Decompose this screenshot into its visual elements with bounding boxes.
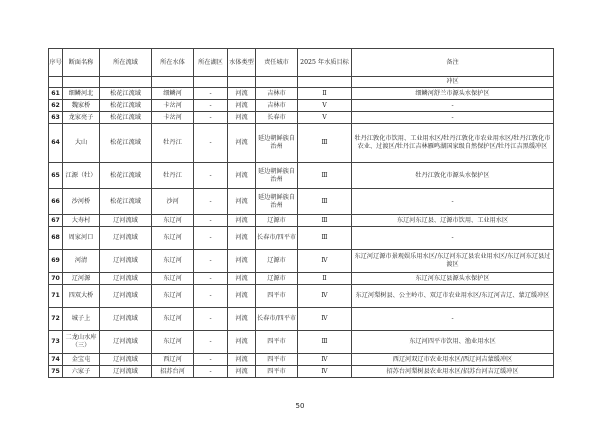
note-cell: 东辽河梨树县、公主岭市、双辽市农业用水区/东辽河吉辽、蒙辽缓冲区 [352,285,554,308]
table-row [49,366,554,378]
lake-area-cell: - [194,112,228,124]
target-cell: Ⅴ [298,112,352,124]
table-row [49,250,554,273]
empty-cell [152,77,194,88]
section-name-cell: 二龙山水库（三） [63,331,100,354]
target-cell: Ⅱ [298,273,352,285]
water-type-cell: 河流 [228,124,256,163]
row-number-cell: 73 [49,331,63,354]
target-cell: Ⅴ [298,100,352,112]
table-row [49,227,554,250]
water-type-cell: 河流 [228,308,256,331]
lake-area-cell: - [194,163,228,189]
water-type-cell: 河流 [228,250,256,273]
water-type-cell: 河流 [228,331,256,354]
section-name-cell: 周家河口 [63,227,100,250]
header-cell: 2025 年水质目标 [298,49,352,77]
water-body-cell: 东辽河 [152,331,194,354]
section-name-cell: 沙河桥 [63,189,100,215]
water-body-cell: 东辽河 [152,227,194,250]
section-name-cell: 龙家亮子 [63,112,100,124]
row-number-cell: 65 [49,163,63,189]
city-cell: 吉林市 [256,88,298,100]
city-cell: 长春市/四平市 [256,308,298,331]
water-body-cell: 东辽河 [152,273,194,285]
header-cell: 断面名称 [63,49,100,77]
city-cell: 四平市 [256,366,298,378]
basin-cell: 辽河流域 [100,227,152,250]
row-number-cell: 67 [49,215,63,227]
water-body-cell: 牡丹江 [152,163,194,189]
page-number: 50 [295,402,305,410]
row-number-cell: 71 [49,285,63,308]
note-cell: 牡丹江敦化市饮用、工业用水区/牡丹江敦化市农业用水区/牡丹江敦化市农业、过渡区/牡丹江吉林雁鸣湖国家级自然保护区/牡丹江吉黑缓冲区 [352,124,554,163]
section-name-cell: 四双大桥 [63,285,100,308]
row-number-cell: 70 [49,273,63,285]
basin-cell: 辽河流域 [100,331,152,354]
water-body-cell: 卡岔河 [152,112,194,124]
section-table [48,48,554,378]
water-type-cell: 河流 [228,189,256,215]
section-name-cell: 江源（牡） [63,163,100,189]
row-number-cell: 62 [49,100,63,112]
section-name-cell: 河清 [63,250,100,273]
note-cell: - [352,227,554,250]
lake-area-cell: - [194,366,228,378]
section-name-cell: 城子上 [63,308,100,331]
city-cell: 延边朝鲜族自治州 [256,163,298,189]
table-row [49,112,554,124]
lake-area-cell: - [194,308,228,331]
city-cell: 四平市 [256,331,298,354]
basin-cell: 松花江流域 [100,88,152,100]
row-number-cell: 75 [49,366,63,378]
table-row [49,354,554,366]
basin-cell: 松花江流域 [100,189,152,215]
note-cell: 东辽河东辽县、辽源市饮用、工业用水区 [352,215,554,227]
city-cell: 辽源市 [256,215,298,227]
basin-cell: 松花江流域 [100,112,152,124]
lake-area-cell: - [194,331,228,354]
note-cell: 东辽河东辽县源头水保护区 [352,273,554,285]
water-body-cell: 招苏台河 [152,366,194,378]
water-body-cell: 沙河 [152,189,194,215]
basin-cell: 辽河流域 [100,285,152,308]
lake-area-cell: - [194,354,228,366]
lake-area-cell: - [194,285,228,308]
table-header-row [49,49,554,77]
water-body-cell: 西辽河 [152,354,194,366]
basin-cell: 辽河流域 [100,273,152,285]
city-cell: 辽源市 [256,250,298,273]
target-cell: Ⅲ [298,227,352,250]
city-cell: 长春市 [256,112,298,124]
table-row [49,100,554,112]
city-cell: 辽源市 [256,273,298,285]
water-type-cell: 河流 [228,227,256,250]
section-name-cell: 魏家桥 [63,100,100,112]
target-cell: Ⅲ [298,215,352,227]
empty-cell [256,77,298,88]
note-cell: - [352,112,554,124]
basin-cell: 辽河流域 [100,308,152,331]
note-cell: 招苏台河梨树县农业用水区/招苏台河吉辽缓冲区 [352,366,554,378]
water-type-cell: 河流 [228,88,256,100]
row-number-cell: 68 [49,227,63,250]
header-cell: 所在流域 [100,49,152,77]
note-cell: - [352,189,554,215]
empty-cell [228,77,256,88]
section-name-cell: 大寿村 [63,215,100,227]
empty-cell [49,77,63,88]
empty-cell [298,77,352,88]
section-name-cell: 金宝屯 [63,354,100,366]
city-cell: 延边朝鲜族自治州 [256,189,298,215]
city-cell: 吉林市 [256,100,298,112]
header-cell: 责任城市 [256,49,298,77]
basin-cell: 辽河流域 [100,250,152,273]
lake-area-cell: - [194,227,228,250]
row-number-cell: 61 [49,88,63,100]
city-cell: 四平市 [256,285,298,308]
section-name-cell: 辽河源 [63,273,100,285]
note-cell: 东辽河四平市饮用、渔业用水区 [352,331,554,354]
row-number-cell: 74 [49,354,63,366]
note-cell: - [352,308,554,331]
section-name-cell: 细鳞河北 [63,88,100,100]
water-type-cell: 河流 [228,112,256,124]
basin-cell: 辽河流域 [100,215,152,227]
water-body-cell: 细鳞河 [152,88,194,100]
table-body [49,77,554,378]
section-name-cell: 大山 [63,124,100,163]
target-cell: Ⅲ [298,189,352,215]
water-type-cell: 河流 [228,215,256,227]
empty-cell [63,77,100,88]
water-type-cell: 河流 [228,366,256,378]
lake-area-cell: - [194,189,228,215]
table-row [49,331,554,354]
section-name-cell: 六家子 [63,366,100,378]
row-number-cell: 69 [49,250,63,273]
table-row [49,215,554,227]
water-type-cell: 河流 [228,273,256,285]
row-number-cell: 63 [49,112,63,124]
lake-area-cell: - [194,100,228,112]
row-number-cell: 64 [49,124,63,163]
basin-cell: 松花江流域 [100,100,152,112]
water-type-cell: 河流 [228,285,256,308]
note-cell: 牡丹江敦化市源头水保护区 [352,163,554,189]
header-cell: 水体类型 [228,49,256,77]
water-type-cell: 河流 [228,100,256,112]
row-number-cell: 66 [49,189,63,215]
table-row [49,88,554,100]
water-type-cell: 河流 [228,354,256,366]
basin-cell: 辽河流域 [100,354,152,366]
basin-cell: 辽河流域 [100,366,152,378]
continuation-row [49,77,554,88]
lake-area-cell: - [194,273,228,285]
water-body-cell: 东辽河 [152,308,194,331]
water-body-cell: 牡丹江 [152,124,194,163]
target-cell: Ⅳ [298,285,352,308]
header-cell: 备注 [352,49,554,77]
target-cell: Ⅳ [298,308,352,331]
table-row [49,308,554,331]
note-cell: 细鳞河舒兰市源头水保护区 [352,88,554,100]
water-type-cell: 河流 [228,163,256,189]
continuation-note: 冲区 [352,77,554,88]
target-cell: Ⅱ [298,88,352,100]
table-row [49,285,554,308]
table-row [49,189,554,215]
water-body-cell: 卡岔河 [152,100,194,112]
water-body-cell: 东辽河 [152,215,194,227]
water-body-cell: 东辽河 [152,285,194,308]
empty-cell [100,77,152,88]
target-cell: Ⅳ [298,250,352,273]
header-cell: 所在湖区 [194,49,228,77]
header-cell: 序号 [49,49,63,77]
table-row [49,273,554,285]
lake-area-cell: - [194,215,228,227]
lake-area-cell: - [194,250,228,273]
note-cell: 西辽河双辽市农业用水区/西辽河吉蒙缓冲区 [352,354,554,366]
target-cell: Ⅳ [298,366,352,378]
basin-cell: 松花江流域 [100,124,152,163]
lake-area-cell: - [194,124,228,163]
note-cell: - [352,100,554,112]
city-cell: 延边朝鲜族自治州 [256,124,298,163]
city-cell: 长春市/四平市 [256,227,298,250]
table-row [49,124,554,163]
header-cell: 所在水体 [152,49,194,77]
lake-area-cell: - [194,88,228,100]
target-cell: Ⅳ [298,354,352,366]
empty-cell [194,77,228,88]
row-number-cell: 72 [49,308,63,331]
target-cell: Ⅲ [298,124,352,163]
water-body-cell: 东辽河 [152,250,194,273]
target-cell: Ⅲ [298,163,352,189]
table-row [49,163,554,189]
basin-cell: 松花江流域 [100,163,152,189]
city-cell: 四平市 [256,354,298,366]
target-cell: Ⅲ [298,331,352,354]
note-cell: 东辽河辽源市景观娱乐用水区/东辽河东辽县农业用水区/东辽河东辽县过渡区 [352,250,554,273]
